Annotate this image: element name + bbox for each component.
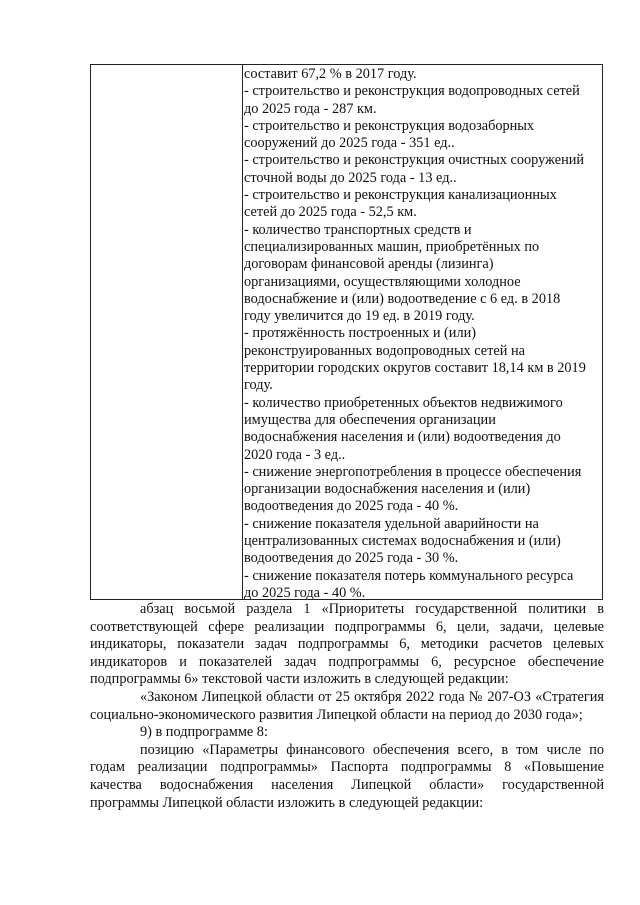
indicator-line: реконструированных водопроводных сетей на: [244, 342, 525, 359]
indicator-line: - снижение показателя потерь коммунального ресурса: [244, 567, 574, 584]
indicator-line: сетей до 2025 года - 52,5 км.: [244, 204, 417, 221]
indicator-line: водоотведения до 2025 года - 40 %.: [244, 498, 459, 515]
indicator-line: водоснабжения населения и (или) водоотведения до: [244, 429, 561, 446]
document-body: [90, 601, 604, 812]
indicator-line: сточной воды до 2025 года - 13 ед..: [244, 169, 457, 186]
indicator-line: организациями, осуществляющими холодное: [244, 273, 521, 290]
indicator-line: водоснабжение и (или) водоотведение с 6 ед. в 2018: [244, 290, 561, 307]
paragraph-subprogram-eight: 9) в подпрограмме 8:: [140, 724, 268, 741]
table-column-divider: [242, 65, 243, 599]
indicator-line: организации водоснабжения населения и (или): [244, 481, 531, 498]
indicator-line: водоотведения до 2025 года - 30 %.: [244, 550, 459, 567]
indicator-line: имущества для обеспечения организации: [244, 411, 496, 428]
indicator-line: - строительство и реконструкция очистных сооружений: [244, 152, 585, 169]
indicator-line: централизованных системах водоснабжения и (или): [244, 533, 561, 550]
indicator-line: договорам финансовой аренды (лизинга): [244, 256, 494, 273]
indicator-line: - снижение энергопотребления в процессе обеспечения: [244, 463, 582, 480]
indicator-line: году.: [244, 377, 273, 394]
indicator-line: составит 67,2 % в 2017 году.: [244, 66, 417, 82]
indicator-line: до 2025 года - 287 км.: [244, 100, 377, 117]
indicator-line: - строительство и реконструкция водопроводных сетей: [244, 83, 580, 100]
indicator-line: 2020 года - 3 ед..: [244, 446, 346, 463]
indicator-line: - снижение показателя удельной аварийности на: [244, 515, 539, 532]
indicator-line: специализированных машин, приобретённых по: [244, 238, 540, 255]
indicator-line: - строительство и реконструкция канализационных: [244, 187, 557, 204]
indicator-line: году увеличится до 19 ед. в 2019 году.: [244, 308, 475, 325]
indicator-line: - протяжённость построенных и (или): [244, 325, 477, 342]
indicators-table: [90, 64, 603, 600]
indicator-line: территории городских округов составит 18,14 км в 2019: [244, 360, 586, 377]
indicator-line: - количество приобретенных объектов недвижимого: [244, 394, 563, 411]
indicator-line: сооружений до 2025 года - 351 ед..: [244, 135, 455, 152]
paragraph-section-one-amendment: абзац восьмой раздела 1 «Приоритеты государственной политики в соответствующей сфере реализации подпрограммы 6, цели, задачи, целевые индикаторы, показатели задач подпрограммы 6, методики расчетов целевых индикаторов и показателей задач подпрограммы 6, ресурсное обеспечение подпрограммы 6» текстовой части изложить в следующей редакции:: [90, 601, 604, 688]
table-right-cell-indicators: [244, 66, 600, 599]
paragraph-law-reference: «Законом Липецкой области от 25 октября 2022 года № 207-ОЗ «Стратегия социально-экономического развития Липецкой области на период до 2030 года»;: [90, 688, 604, 723]
indicator-line: - количество транспортных средств и: [244, 221, 472, 238]
indicator-line: до 2025 года - 40 %.: [244, 584, 366, 601]
paragraph-passport-position: позицию «Параметры финансового обеспечения всего, в том числе по годам реализации подпрограммы» Паспорта подпрограммы 8 «Повышение качества водоснабжения населения Липецкой области» государственной программы Липецкой области изложить в следующей редакции:: [90, 741, 604, 811]
indicator-line: - строительство и реконструкция водозаборных: [244, 117, 535, 134]
